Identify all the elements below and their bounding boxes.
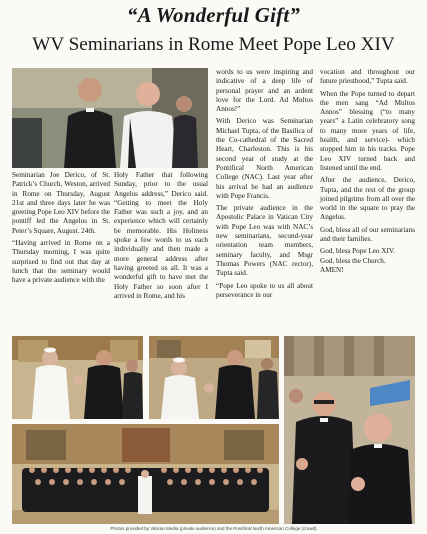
- paragraph: vocation and throughout our future priesthood,” Tupta said.: [320, 68, 415, 86]
- article-column-3: [216, 68, 313, 303]
- pope-handshake-photo-2: [149, 336, 279, 419]
- paragraph: The private audience in the Apostolic Palace in Vatican City with Pope Leo was with NAC’s new seminarians, second-year orientation team members, seminary faculty, and Msgr Thomas Powers (NAC rector), Tupta said.: [216, 204, 313, 278]
- paragraph: With Derico was Seminarian Michael Tupta, of the Basilica of the Co-cathedral of the Sacred Heart, Charleston. This is his second year of study at the Pontifical North American College (NAC). Last year after his arrival he had an audience with Pope Francis.: [216, 117, 313, 200]
- article-column-1: [12, 171, 110, 289]
- paragraph: When the Pope turned to depart the men sang “Ad Multos Annos” blessing (“to many years” a Latin celebratory song to many more years of life, health, and service)- which stopped him in his tracks. Pope Leo XIV turned back and listened until the end.: [320, 89, 415, 172]
- paragraph: God, bless Pope Leo XIV.: [320, 247, 395, 256]
- two-seminarians-photo: [12, 68, 208, 168]
- paragraph: Seminarian Joe Derico, of St. Patrick’s Church, Weston, arrived in Rome on Thursday, August 21st and three days later he was greeting Pope Leo XIV before the pontiff led the Angelus in St. Peter’s Square, August. 24th.: [12, 171, 110, 235]
- kicker-title: “A Wonderful Gift”: [126, 3, 301, 27]
- headline: WV Seminarians in Rome Meet Pope Leo XIV: [32, 34, 395, 55]
- paragraph: AMEN!: [320, 265, 344, 274]
- paragraph: God, bless all of our seminarians and their families.: [320, 225, 415, 244]
- article-column-4: [320, 68, 415, 278]
- paragraph: Holy Father that following Sunday, prior to the usual Angelus address,” Derico said. “Getting to meet the Holy Father was such a joy, and an experience which will certainly be memorable. His Holiness spoke a few words to us each individually and then made a more general address after having greeted us all. It was a wonderful gift to have met the Holy Father so soon after I arrived in Rome, and his: [114, 171, 208, 300]
- photo-credit: Photos provided by Vatican Media (private audience) and the Pontifical North American College (crowd): [110, 526, 317, 531]
- paragraph: “Having arrived in Rome on a Thursday morning, I was quite surprised to find out that day at lunch that the seminary would have a private audience with the: [12, 239, 110, 285]
- article-column-2: [114, 171, 208, 304]
- paragraph: words to us were inspiring and indicative of a deep life of personal prayer and an ardent love for the Lord. Ad Multos Annos!”: [216, 68, 313, 114]
- group-photo: [12, 424, 279, 524]
- pope-handshake-photo-1: [12, 336, 143, 419]
- seminarians-crowd-photo: [284, 336, 415, 524]
- paragraph: God, bless the Church.: [320, 256, 386, 265]
- paragraph: “Pope Leo spoke to us all about perseverance in our: [216, 281, 313, 299]
- paragraph: After the audience, Derico, Tupta, and the rest of the group joined pilgrims from all over the world in the square to pray the Angelus.: [320, 176, 415, 222]
